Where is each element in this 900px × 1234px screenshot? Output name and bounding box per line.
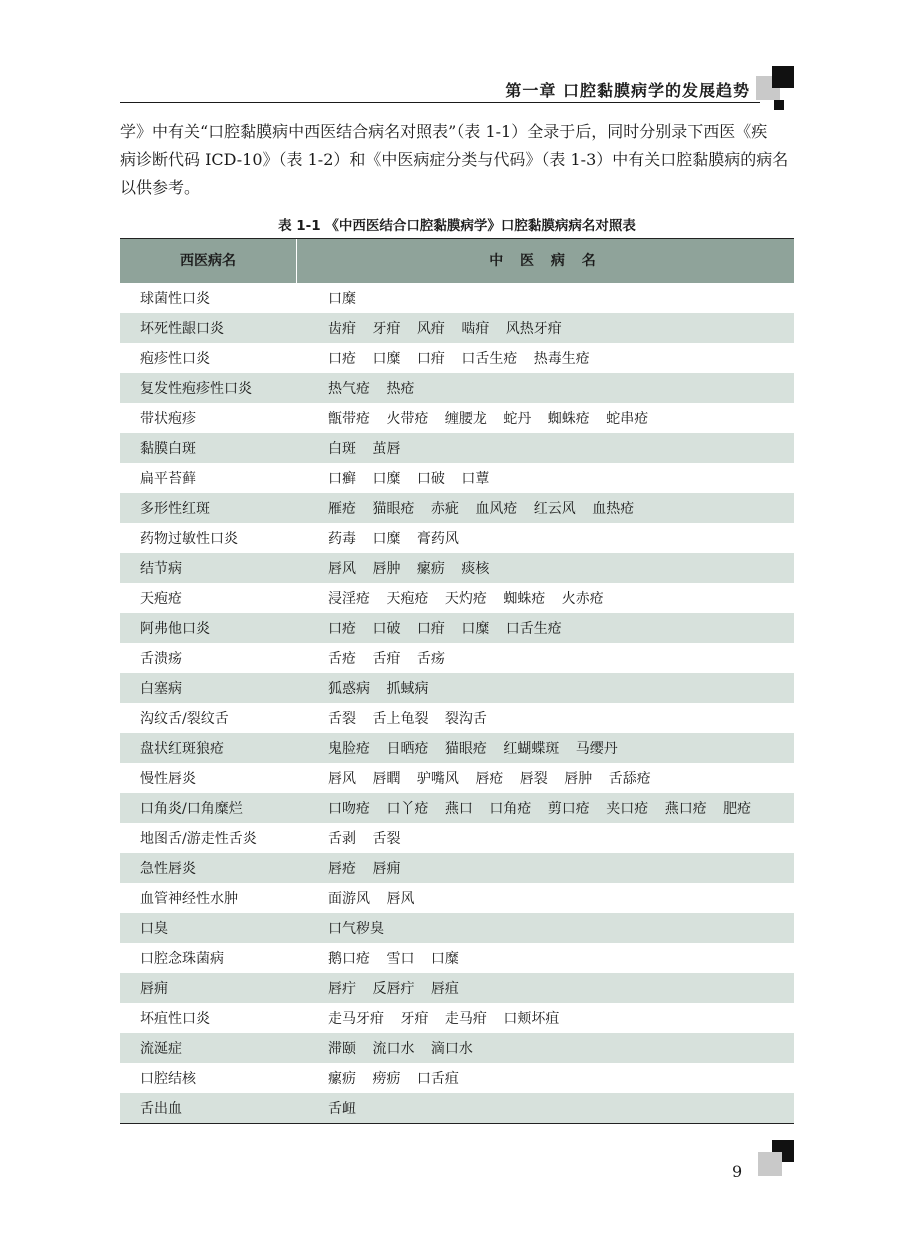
tcm-name-cell: 舌剥 舌裂 (328, 831, 401, 847)
table-row (120, 463, 794, 493)
table-row (120, 403, 794, 433)
tcm-name-cell: 面游风 唇风 (328, 891, 415, 907)
tcm-name-cell: 滞颐 流口水 滴口水 (328, 1041, 473, 1057)
western-name-cell: 慢性唇炎 (140, 771, 196, 787)
tcm-name-cell: 瘰疬 痨疬 口舌疽 (328, 1071, 459, 1087)
table-row (120, 523, 794, 553)
tcm-name-cell: 口疮 口破 口疳 口糜 口舌生疮 (328, 621, 562, 637)
table-row (120, 733, 794, 763)
table-row (120, 433, 794, 463)
table-row (120, 883, 794, 913)
tcm-name-cell: 唇风 唇瞤 驴嘴风 唇疮 唇裂 唇肿 舌舔疮 (328, 771, 651, 787)
western-name-cell: 黏膜白斑 (140, 441, 196, 457)
table-row (120, 703, 794, 733)
tcm-name-cell: 热气疮 热疮 (328, 381, 415, 397)
table-row (120, 823, 794, 853)
table-row (120, 583, 794, 613)
western-name-cell: 口臭 (140, 921, 168, 937)
table-row (120, 613, 794, 643)
tcm-name-cell: 口糜 (328, 291, 356, 307)
western-name-cell: 天疱疮 (140, 591, 182, 607)
western-name-cell: 疱疹性口炎 (140, 351, 210, 367)
tcm-name-cell: 唇疮 唇痈 (328, 861, 401, 877)
tcm-name-cell: 走马牙疳 牙疳 走马疳 口颊坏疽 (328, 1011, 560, 1027)
western-name-cell: 沟纹舌/裂纹舌 (140, 711, 229, 727)
table-row (120, 373, 794, 403)
western-name-cell: 口角炎/口角糜烂 (140, 801, 243, 817)
header-rule (120, 102, 760, 103)
western-name-cell: 口腔结核 (140, 1071, 196, 1087)
intro-line: 学》中有关“口腔黏膜病中西医结合病名对照表”（表 1-1）全录于后，同时分别录下西医《疾 (120, 122, 768, 141)
tcm-name-cell: 鹅口疮 雪口 口糜 (328, 951, 459, 967)
tcm-name-cell: 唇风 唇肿 瘰疬 痰核 (328, 561, 490, 577)
tcm-name-cell: 口吻疮 口丫疮 燕口 口角疮 剪口疮 夹口疮 燕口疮 肥疮 (328, 801, 752, 817)
western-name-cell: 多形性红斑 (140, 501, 210, 517)
tcm-name-cell: 鬼脸疮 日晒疮 猫眼疮 红蝴蝶斑 马缨丹 (328, 741, 618, 757)
intro-paragraph (120, 118, 792, 202)
table-row (120, 973, 794, 1003)
tcm-name-cell: 唇疔 反唇疔 唇疽 (328, 981, 459, 997)
western-name-cell: 药物过敏性口炎 (140, 531, 238, 547)
tcm-name-cell: 舌衄 (328, 1101, 356, 1117)
western-name-cell: 复发性疱疹性口炎 (140, 381, 252, 397)
western-name-cell: 扁平苔藓 (140, 471, 196, 487)
table-row (120, 1063, 794, 1093)
table-row (120, 553, 794, 583)
western-name-cell: 球菌性口炎 (140, 291, 210, 307)
table-body (120, 283, 794, 1123)
intro-line: 以供参考。 (120, 178, 201, 197)
western-name-cell: 口腔念珠菌病 (140, 951, 224, 967)
footer-corner-decoration (756, 1140, 796, 1180)
tcm-name-cell: 口癣 口糜 口破 口蕈 (328, 471, 490, 487)
table-row (120, 673, 794, 703)
western-name-cell: 舌出血 (140, 1101, 182, 1117)
intro-line: 病诊断代码 ICD-10》（表 1-2）和《中医病症分类与代码》（表 1-3）中有关口腔黏膜病的病名 (120, 150, 789, 169)
header-corner-decoration (756, 66, 796, 112)
western-name-cell: 地图舌/游走性舌炎 (140, 831, 257, 847)
header-western-name: 西医病名 (120, 239, 297, 283)
tcm-name-cell: 口疮 口糜 口疳 口舌生疮 热毒生疮 (328, 351, 590, 367)
tcm-name-cell: 口气秽臭 (328, 921, 384, 937)
tcm-name-cell: 甑带疮 火带疮 缠腰龙 蛇丹 蜘蛛疮 蛇串疮 (328, 411, 649, 427)
table-row (120, 1093, 794, 1123)
western-name-cell: 流涎症 (140, 1041, 182, 1057)
western-name-cell: 舌溃疡 (140, 651, 182, 667)
table-row (120, 1033, 794, 1063)
page-number: 9 (732, 1162, 743, 1181)
disease-name-table (120, 238, 794, 1124)
tcm-name-cell: 狐惑病 抓蜮病 (328, 681, 429, 697)
table-caption: 表 1-1 《中西医结合口腔黏膜病学》口腔黏膜病病名对照表 (278, 218, 636, 234)
western-name-cell: 白塞病 (140, 681, 182, 697)
table-row (120, 343, 794, 373)
table-row (120, 313, 794, 343)
western-name-cell: 盘状红斑狼疮 (140, 741, 224, 757)
table-row (120, 283, 794, 313)
table-row (120, 943, 794, 973)
tcm-name-cell: 雁疮 猫眼疮 赤疵 血风疮 红云风 血热疮 (328, 501, 635, 517)
tcm-name-cell: 舌裂 舌上龟裂 裂沟舌 (328, 711, 487, 727)
chapter-title: 第一章 口腔黏膜病学的发展趋势 (505, 81, 750, 100)
tcm-name-cell: 药毒 口糜 膏药风 (328, 531, 459, 547)
western-name-cell: 坏死性龈口炎 (140, 321, 224, 337)
tcm-name-cell: 白斑 茧唇 (328, 441, 401, 457)
western-name-cell: 急性唇炎 (140, 861, 196, 877)
header-tcm-name: 中 医 病 名 (489, 253, 602, 269)
western-name-cell: 带状疱疹 (140, 411, 196, 427)
table-row (120, 1003, 794, 1033)
tcm-name-cell: 舌疮 舌疳 舌疡 (328, 651, 445, 667)
table-row (120, 643, 794, 673)
western-name-cell: 坏疽性口炎 (140, 1011, 210, 1027)
table-row (120, 763, 794, 793)
western-name-cell: 结节病 (140, 561, 182, 577)
table-row (120, 913, 794, 943)
western-name-cell: 唇痈 (140, 981, 168, 997)
tcm-name-cell: 浸淫疮 天疱疮 天灼疮 蜘蛛疮 火赤疮 (328, 591, 604, 607)
western-name-cell: 血管神经性水肿 (140, 891, 238, 907)
table-row (120, 493, 794, 523)
table-row (120, 853, 794, 883)
western-name-cell: 阿弗他口炎 (140, 621, 210, 637)
table-header (120, 239, 794, 283)
tcm-name-cell: 齿疳 牙疳 风疳 啮疳 风热牙疳 (328, 321, 562, 337)
table-row (120, 793, 794, 823)
